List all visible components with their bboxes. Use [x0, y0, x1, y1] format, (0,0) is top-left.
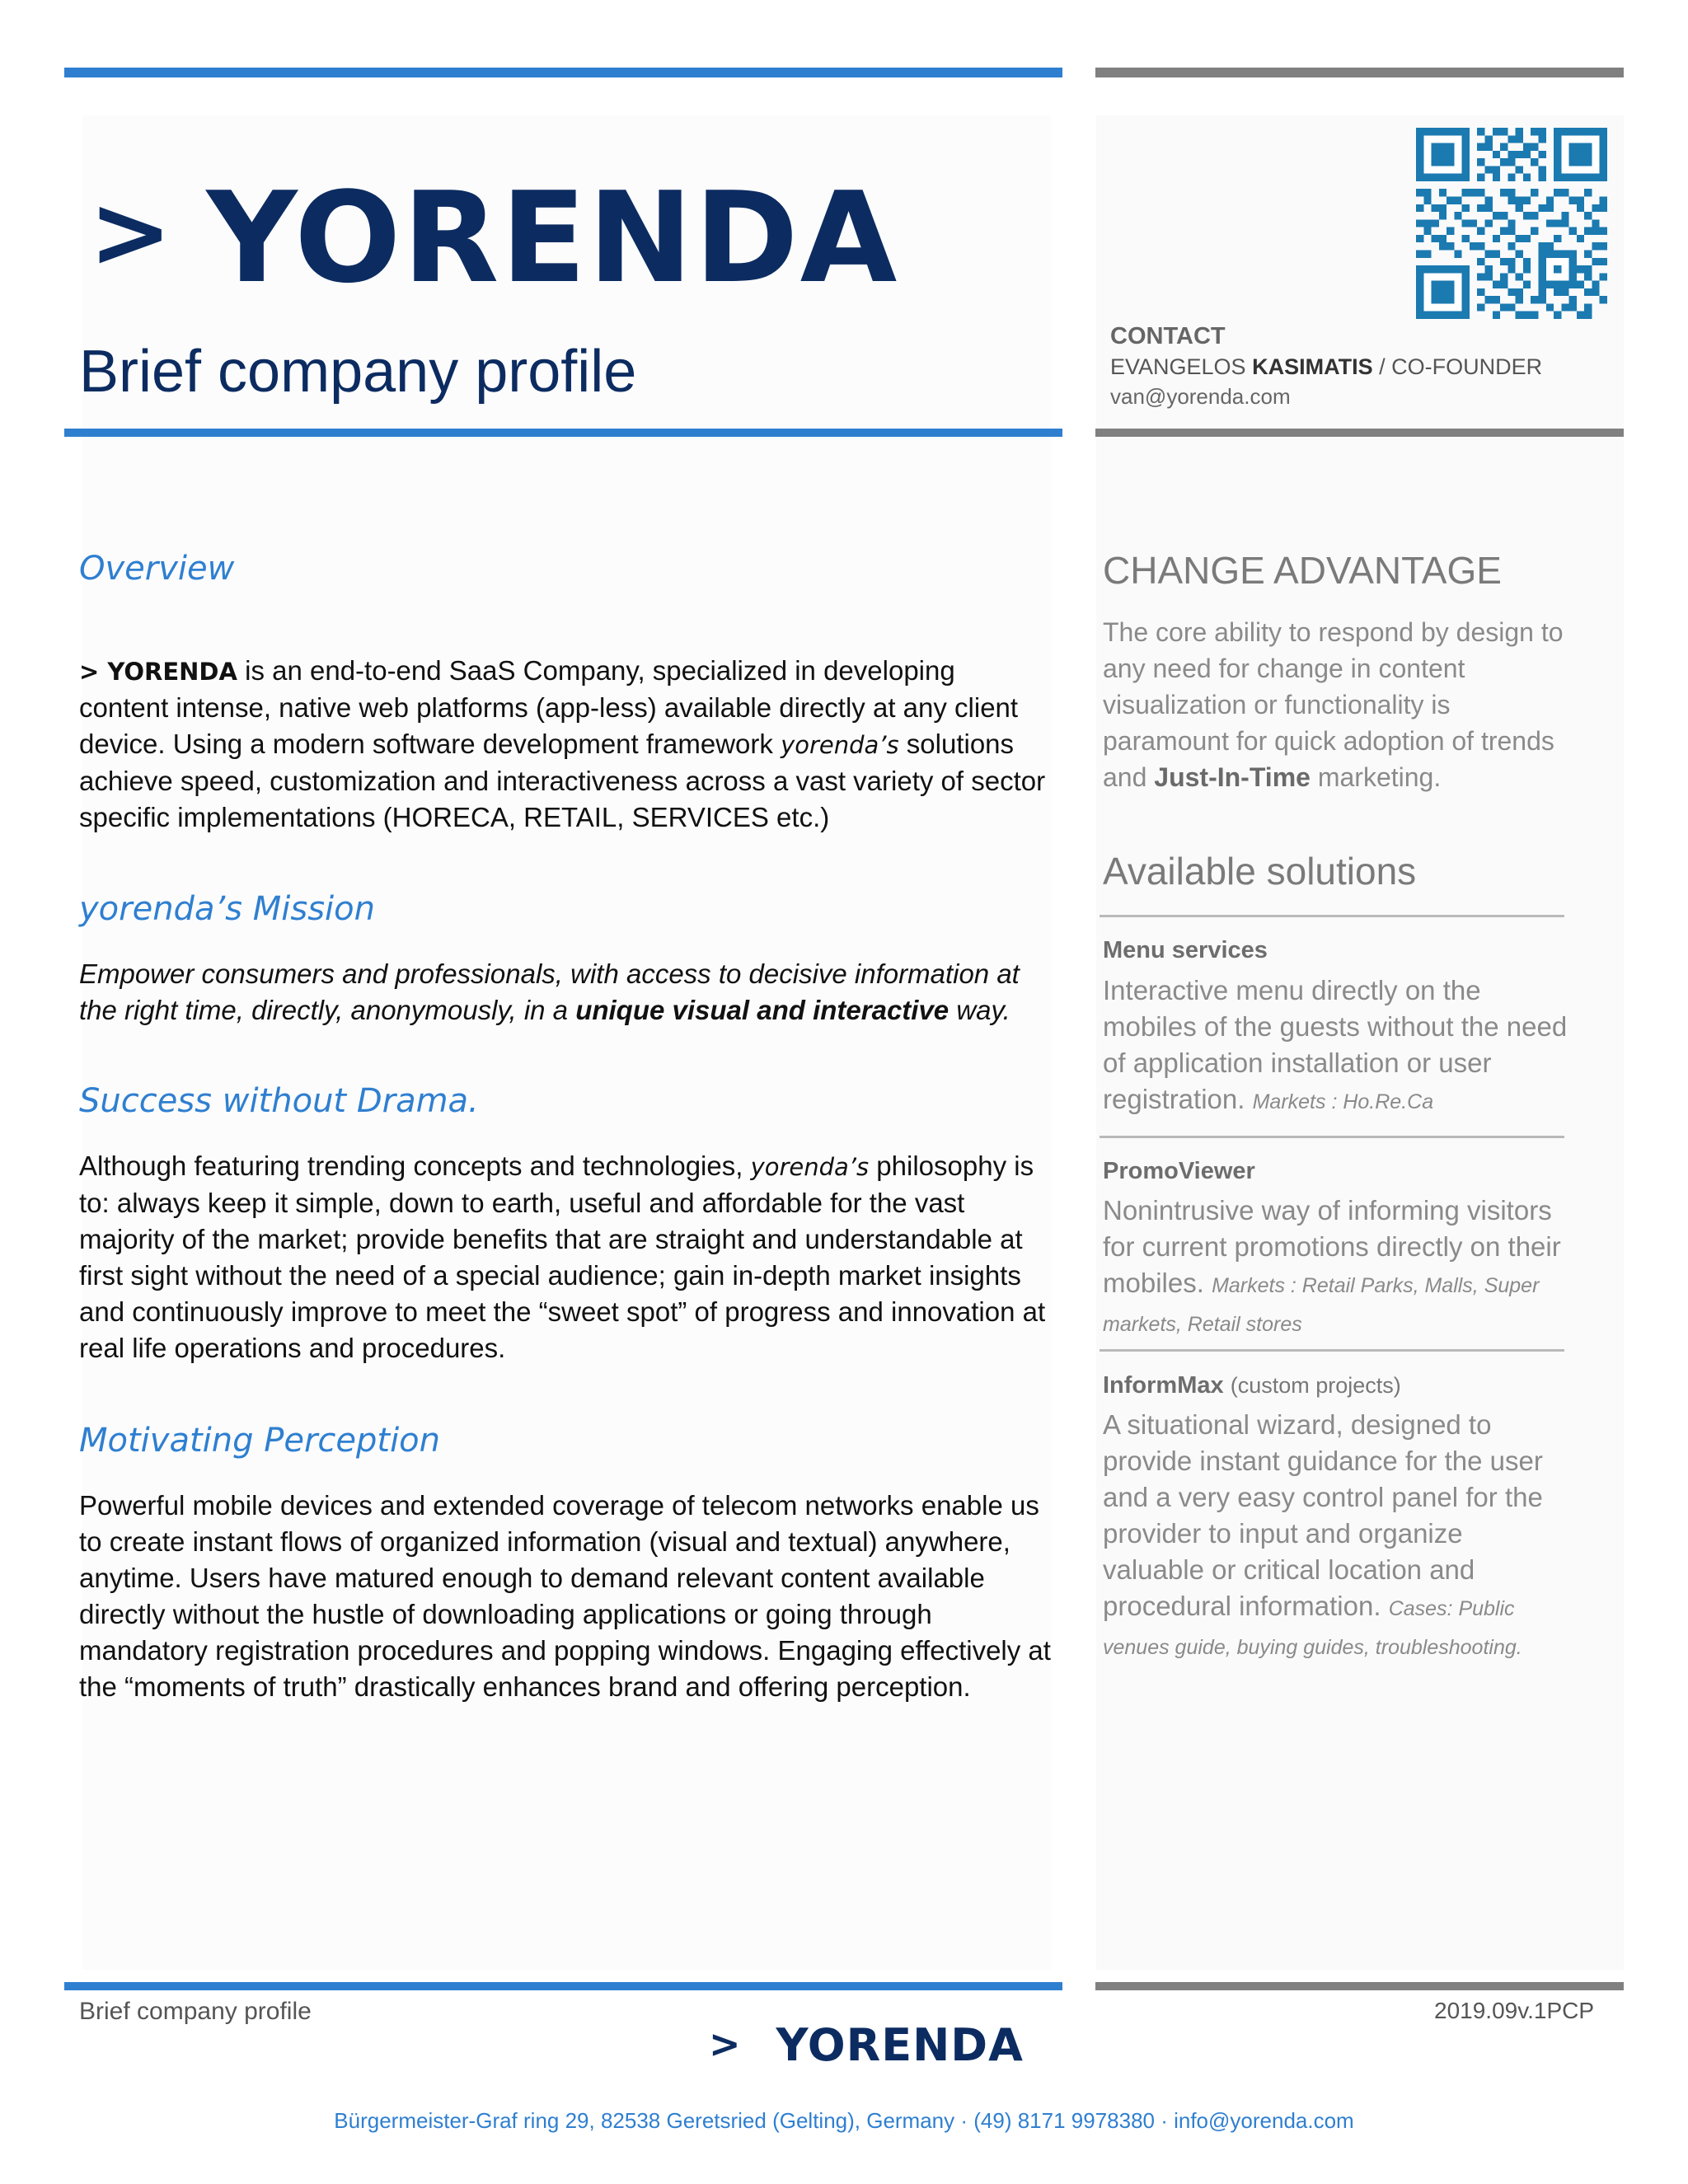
solution-markets: Markets : Retail Parks, Malls, Super markets, Retail stores [1103, 1274, 1540, 1336]
solution-markets: Markets : Ho.Re.Ca [1252, 1090, 1434, 1113]
footer-rule-gray [1095, 1982, 1624, 1990]
solutions-heading: Available solutions [1103, 850, 1417, 893]
contact-label: CONTACT [1110, 323, 1226, 349]
success-paragraph [79, 1148, 1052, 1366]
contact-name [1110, 354, 1542, 380]
motivating-heading: Motivating Perception [79, 1422, 441, 1460]
solution-divider [1100, 1136, 1564, 1138]
footer-logo [709, 2019, 1024, 2071]
overview-heading: Overview [79, 550, 235, 588]
solution-divider [1100, 1349, 1564, 1352]
change-advantage-text-2: marketing. [1310, 762, 1442, 792]
overview-brand: > YORENDA [79, 658, 237, 686]
top-rule-blue [64, 68, 1062, 77]
change-advantage-heading: CHANGE ADVANTAGE [1103, 549, 1502, 592]
overview-text-2: solutions achieve speed, customization and interactiveness across a vast variety of sector specific implementations (HORECA, RETAIL, SERVICES etc.) [79, 729, 1046, 832]
solution-desc-text: A situational wizard, designed to provide instant guidance for the user and a very easy control panel for the provider to input and organize valuable or critical location and procedural information. [1103, 1409, 1543, 1621]
solution-title [1103, 1372, 1401, 1399]
overview-paragraph [79, 653, 1052, 836]
footer-address: Bürgermeister-Graf ring 29, 82538 Geretsried (Gelting), Germany · (49) 8171 9978380 · info@yorenda.com [334, 2108, 1354, 2133]
success-heading: Success without Drama. [79, 1082, 479, 1120]
contact-last-name: KASIMATIS [1252, 354, 1373, 379]
overview-yorenda: yorenda’s [781, 731, 899, 759]
overview-text-1: is an end-to-end SaaS Company, specialized in developing content intense, native web platforms (app-less) available directly at any client device. Using a modern software development framework [79, 655, 1019, 759]
solution-title: PromoViewer [1103, 1158, 1255, 1184]
top-rule-gray [1095, 68, 1624, 77]
page-title: Brief company profile [79, 339, 637, 405]
mission-paragraph [79, 956, 1052, 1029]
success-text-2: philosophy is to: always keep it simple, down to earth, useful and affordable for the vast majority of the market; provide benefits that are straight and understandable at first sight without the need of a special audience; gain in-depth market insights and continuously improve to meet the “sweet spot” of progress and innovation at real life operations and procedures. [79, 1151, 1046, 1363]
mission-text-1: Empower consumers and professionals, with access to decisive information at the right time, directly, anonymously, in a [79, 958, 1020, 1025]
footer-rule-blue [64, 1982, 1062, 1990]
change-advantage-text-1: The core ability to respond by design to any need for change in content visualization or functionality is paramount for quick adoption of trends and [1103, 617, 1564, 792]
logo-text: YORENDA [206, 165, 899, 311]
qr-code-icon [1416, 128, 1607, 319]
change-advantage-bold: Just-In-Time [1154, 762, 1311, 792]
mission-text-2: way. [949, 995, 1010, 1025]
footer-logo-text: YORENDA [776, 2019, 1024, 2071]
solution-markets: Cases: Public venues guide, buying guides, troubleshooting. [1103, 1597, 1522, 1659]
mission-bold: unique visual and interactive [575, 995, 950, 1025]
footer-title: Brief company profile [79, 1998, 312, 2025]
solution-description [1103, 1193, 1568, 1343]
header-rule-gray [1095, 429, 1624, 437]
solution-desc-text: Interactive menu directly on the mobiles of the guests without the need of application installation or user registration. [1103, 975, 1568, 1114]
solutions-divider [1100, 915, 1564, 917]
solution-description [1103, 972, 1568, 1120]
success-yorenda: yorenda’s [750, 1153, 870, 1181]
contact-first-name: EVANGELOS [1110, 354, 1246, 379]
solution-title-text: InformMax [1103, 1372, 1224, 1399]
footer-version: 2019.09v.1PCP [1434, 1998, 1595, 2023]
footer-logo-chevron: > [709, 2021, 742, 2066]
solution-title: Menu services [1103, 937, 1268, 963]
solution-note: (custom projects) [1230, 1373, 1401, 1398]
solution-description [1103, 1407, 1564, 1666]
solution-desc-text: Nonintrusive way of informing visitors for current promotions directly on their mobiles. [1103, 1195, 1561, 1298]
contact-email[interactable]: van@yorenda.com [1110, 384, 1291, 409]
header-rule-blue [64, 429, 1062, 437]
logo-chevron: > [89, 176, 174, 290]
company-logo [89, 165, 898, 311]
motivating-paragraph: Powerful mobile devices and extended coverage of telecom networks enable us to create instant flows of organized information (visual and textual) anywhere, anytime. Users have matured enough to demand relevant content available directly without the hustle of downloading applications or going through mandatory registration procedures and popping windows. Engaging effectively at the “moments of truth” drastically enhances brand and offering perception. [79, 1490, 1051, 1702]
mission-heading: yorenda’s Mission [79, 890, 375, 928]
contact-role: / CO-FOUNDER [1379, 354, 1543, 379]
change-advantage-paragraph [1103, 614, 1564, 795]
success-text-1: Although featuring trending concepts and technologies, [79, 1151, 751, 1181]
